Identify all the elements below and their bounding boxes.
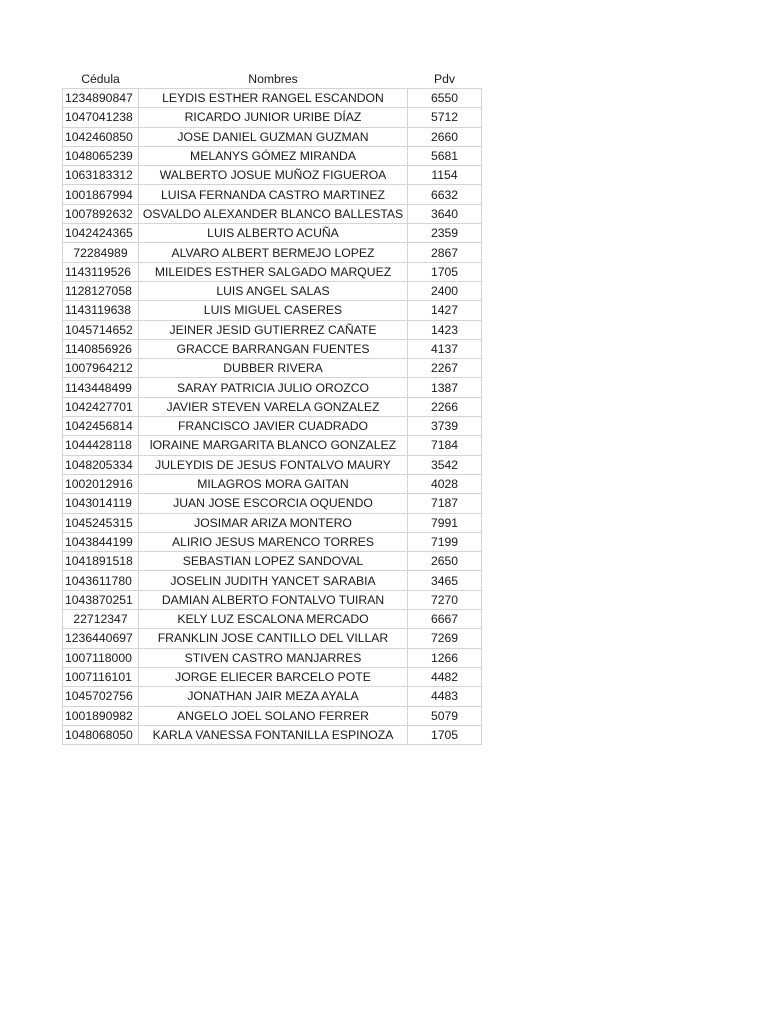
cell-pdv: 7184 (408, 436, 482, 455)
cell-cedula: 1041891518 (63, 552, 139, 571)
cell-pdv: 1154 (408, 166, 482, 185)
table-row (63, 397, 482, 416)
cell-nombre: ALIRIO JESUS MARENCO TORRES (139, 532, 408, 551)
cell-nombre: LUIS ALBERTO ACUÑA (139, 224, 408, 243)
cell-cedula: 1001867994 (63, 185, 139, 204)
cell-nombre: FRANCISCO JAVIER CUADRADO (139, 417, 408, 436)
cell-cedula: 1236440697 (63, 629, 139, 648)
cell-cedula: 1045702756 (63, 687, 139, 706)
cell-pdv: 1387 (408, 378, 482, 397)
table-row (63, 494, 482, 513)
cell-pdv: 4482 (408, 667, 482, 686)
cell-nombre: RICARDO JUNIOR URIBE DÍAZ (139, 108, 408, 127)
cell-pdv: 6632 (408, 185, 482, 204)
cell-pdv: 2660 (408, 127, 482, 146)
cell-nombre: ANGELO JOEL SOLANO FERRER (139, 706, 408, 725)
cell-cedula: 1043870251 (63, 590, 139, 609)
cell-nombre: SEBASTIAN LOPEZ SANDOVAL (139, 552, 408, 571)
cell-pdv: 6550 (408, 89, 482, 108)
cell-pdv: 2867 (408, 243, 482, 262)
cell-cedula: 1045245315 (63, 513, 139, 532)
header-row (63, 69, 482, 89)
table-row (63, 243, 482, 262)
cell-pdv: 5079 (408, 706, 482, 725)
table-row (63, 146, 482, 165)
cell-nombre: LUISA FERNANDA CASTRO MARTINEZ (139, 185, 408, 204)
cell-nombre: KARLA VANESSA FONTANILLA ESPINOZA (139, 725, 408, 744)
cell-pdv: 7270 (408, 590, 482, 609)
table-row (63, 417, 482, 436)
table-row (63, 262, 482, 281)
cell-cedula: 1002012916 (63, 474, 139, 493)
cell-nombre: STIVEN CASTRO MANJARRES (139, 648, 408, 667)
cell-nombre: MILAGROS MORA GAITAN (139, 474, 408, 493)
table-row (63, 590, 482, 609)
cell-nombre: KELY LUZ ESCALONA MERCADO (139, 610, 408, 629)
cell-pdv: 7187 (408, 494, 482, 513)
cell-nombre: JORGE ELIECER BARCELO POTE (139, 667, 408, 686)
cell-cedula: 1143119526 (63, 262, 139, 281)
cell-nombre: LUIS ANGEL SALAS (139, 281, 408, 300)
table-row (63, 629, 482, 648)
cell-nombre: LUIS MIGUEL CASERES (139, 301, 408, 320)
cell-nombre: MILEIDES ESTHER SALGADO MARQUEZ (139, 262, 408, 281)
cell-pdv: 7269 (408, 629, 482, 648)
cell-cedula: 1128127058 (63, 281, 139, 300)
cell-nombre: SARAY PATRICIA JULIO OROZCO (139, 378, 408, 397)
cell-cedula: 1007892632 (63, 204, 139, 223)
table-row (63, 610, 482, 629)
cell-cedula: 1043611780 (63, 571, 139, 590)
cell-cedula: 72284989 (63, 243, 139, 262)
header-pdv: Pdv (433, 72, 455, 86)
cell-pdv: 1705 (408, 725, 482, 744)
table-row (63, 108, 482, 127)
table-row (63, 204, 482, 223)
cell-pdv: 1705 (408, 262, 482, 281)
cell-cedula: 1143448499 (63, 378, 139, 397)
cell-nombre: GRACCE BARRANGAN FUENTES (139, 339, 408, 358)
cell-cedula: 1042427701 (63, 397, 139, 416)
cell-nombre: WALBERTO JOSUE MUÑOZ FIGUEROA (139, 166, 408, 185)
cell-cedula: 1007964212 (63, 359, 139, 378)
cell-pdv: 4137 (408, 339, 482, 358)
table-row (63, 455, 482, 474)
cell-nombre: JAVIER STEVEN VARELA GONZALEZ (139, 397, 408, 416)
cell-nombre: MELANYS GÓMEZ MIRANDA (139, 146, 408, 165)
cell-cedula: 1043014119 (63, 494, 139, 513)
cell-pdv: 4028 (408, 474, 482, 493)
cell-nombre: JOSIMAR ARIZA MONTERO (139, 513, 408, 532)
cell-nombre: JEINER JESID GUTIERREZ CAÑATE (139, 320, 408, 339)
cell-pdv: 2359 (408, 224, 482, 243)
cell-cedula: 1042456814 (63, 417, 139, 436)
cell-cedula: 1143119638 (63, 301, 139, 320)
table-header (63, 69, 482, 89)
cell-cedula: 1063183312 (63, 166, 139, 185)
cell-nombre: JONATHAN JAIR MEZA AYALA (139, 687, 408, 706)
cell-pdv: 1427 (408, 301, 482, 320)
table-row (63, 339, 482, 358)
cell-pdv: 7199 (408, 532, 482, 551)
table-row (63, 706, 482, 725)
cell-cedula: 1140856926 (63, 339, 139, 358)
cell-pdv: 7991 (408, 513, 482, 532)
cell-pdv: 5681 (408, 146, 482, 165)
cell-cedula: 1007116101 (63, 667, 139, 686)
table-row (63, 89, 482, 108)
cell-nombre: DAMIAN ALBERTO FONTALVO TUIRAN (139, 590, 408, 609)
table-row (63, 378, 482, 397)
table-row (63, 667, 482, 686)
cell-pdv: 2266 (408, 397, 482, 416)
cell-cedula: 1048065239 (63, 146, 139, 165)
cell-cedula: 22712347 (63, 610, 139, 629)
cell-pdv: 3739 (408, 417, 482, 436)
cell-cedula: 1007118000 (63, 648, 139, 667)
cell-cedula: 1047041238 (63, 108, 139, 127)
table-row (63, 532, 482, 551)
cell-cedula: 1043844199 (63, 532, 139, 551)
table-row (63, 571, 482, 590)
cell-cedula: 1044428118 (63, 436, 139, 455)
cell-cedula: 1001890982 (63, 706, 139, 725)
header-cedula: Cédula (81, 72, 120, 86)
cell-nombre: lORAINE MARGARITA BLANCO GONZALEZ (139, 436, 408, 455)
table-row (63, 359, 482, 378)
cell-nombre: JOSELIN JUDITH YANCET SARABIA (139, 571, 408, 590)
table-row (63, 687, 482, 706)
table-body (63, 89, 482, 745)
cell-cedula: 1042424365 (63, 224, 139, 243)
header-nombres: Nombres (248, 72, 298, 86)
cell-pdv: 3542 (408, 455, 482, 474)
cell-pdv: 2400 (408, 281, 482, 300)
cell-cedula: 1042460850 (63, 127, 139, 146)
table-row (63, 648, 482, 667)
cell-nombre: JUAN JOSE ESCORCIA OQUENDO (139, 494, 408, 513)
cell-nombre: FRANKLIN JOSE CANTILLO DEL VILLAR (139, 629, 408, 648)
cell-pdv: 5712 (408, 108, 482, 127)
table-row (63, 166, 482, 185)
table-row (63, 474, 482, 493)
table-row (63, 552, 482, 571)
cell-cedula: 1048205334 (63, 455, 139, 474)
cell-pdv: 2267 (408, 359, 482, 378)
cell-pdv: 3640 (408, 204, 482, 223)
cell-nombre: JOSE DANIEL GUZMAN GUZMAN (139, 127, 408, 146)
cell-pdv: 1266 (408, 648, 482, 667)
table-row (63, 301, 482, 320)
table-row (63, 281, 482, 300)
data-table (62, 69, 482, 745)
table-row (63, 436, 482, 455)
cell-nombre: LEYDIS ESTHER RANGEL ESCANDON (139, 89, 408, 108)
cell-nombre: OSVALDO ALEXANDER BLANCO BALLESTAS (139, 204, 408, 223)
cell-pdv: 4483 (408, 687, 482, 706)
cell-cedula: 1045714652 (63, 320, 139, 339)
cell-pdv: 1423 (408, 320, 482, 339)
cell-nombre: ALVARO ALBERT BERMEJO LOPEZ (139, 243, 408, 262)
table-row (63, 725, 482, 744)
cell-pdv: 6667 (408, 610, 482, 629)
table-row (63, 513, 482, 532)
cell-nombre: JULEYDIS DE JESUS FONTALVO MAURY (139, 455, 408, 474)
cell-pdv: 3465 (408, 571, 482, 590)
table-row (63, 224, 482, 243)
cell-cedula: 1234890847 (63, 89, 139, 108)
table-row (63, 320, 482, 339)
cell-pdv: 2650 (408, 552, 482, 571)
table-row (63, 127, 482, 146)
cell-cedula: 1048068050 (63, 725, 139, 744)
cell-nombre: DUBBER RIVERA (139, 359, 408, 378)
table-row (63, 185, 482, 204)
